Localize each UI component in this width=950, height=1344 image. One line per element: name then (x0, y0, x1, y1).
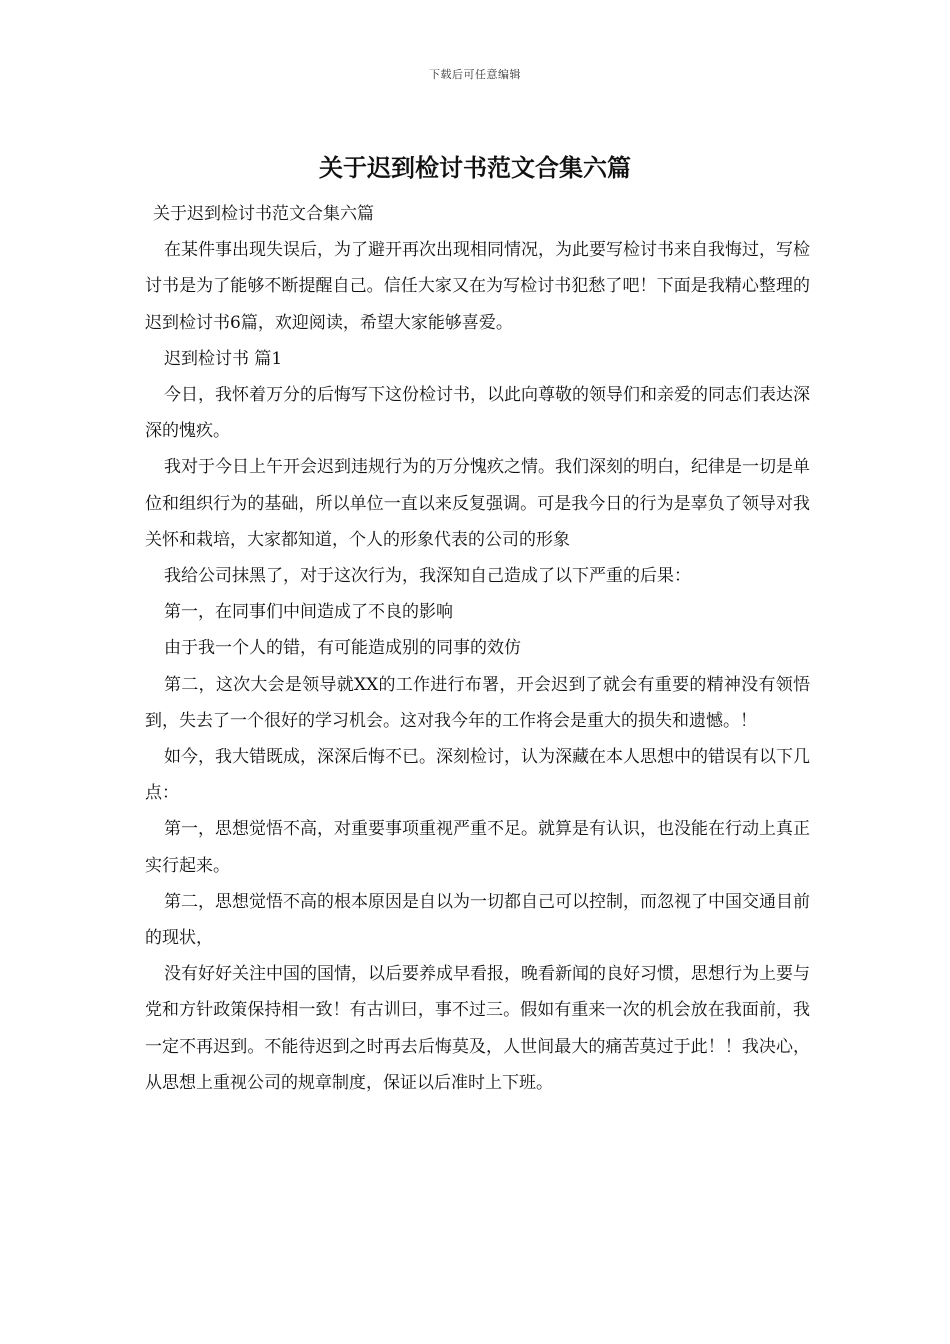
paragraph: 今日，我怀着万分的后悔写下这份检讨书，以此向尊敬的领导们和亲爱的同志们表达深深的愧疚。 (145, 385, 810, 442)
section-heading: 迟到检讨书 篇1 (164, 348, 283, 369)
paragraph: 没有好好关注中国的国情，以后要养成早看报，晚看新闻的良好习惯，思想行为上要与党和方针政策保持相一致！有古训曰，事不过三。假如有重来一次的机会放在我面前，我一定不再迟到。不能待迟到之时再去后悔莫及，人世间最大的痛苦莫过于此！！我决心，从思想上重视公司的规章制度，保证以后准时上下班。 (145, 964, 810, 1093)
document-title: 关于迟到检讨书范文合集六篇 (319, 153, 631, 182)
paragraph: 关于迟到检讨书范文合集六篇 (153, 204, 374, 224)
header-note: 下载后可任意编辑 (429, 68, 521, 81)
paragraph: 在某件事出现失误后，为了避开再次出现相同情况，为此要写检讨书来自我悔过，写检讨书是为了能够不断提醒自己。信任大家又在为写检讨书犯愁了吧！下面是我精心整理的迟到检讨书6篇，欢迎阅读，希望大家能够喜爱。 (145, 240, 810, 333)
paragraph: 第二，这次大会是领导就XX的工作进行布署，开会迟到了就会有重要的精神没有领悟到，失去了一个很好的学习机会。这对我今年的工作将会是重大的损失和遗憾。！ (145, 674, 810, 731)
paragraph: 第一，思想觉悟不高，对重要事项重视严重不足。就算是有认识，也没能在行动上真正实行起来。 (145, 819, 810, 876)
paragraph: 第一，在同事们中间造成了不良的影响 (164, 602, 453, 623)
paragraph: 我对于今日上午开会迟到违规行为的万分愧疚之情。我们深刻的明白，纪律是一切是单位和组织行为的基础，所以单位一直以来反复强调。可是我今日的行为是辜负了领导对我关怀和栽培，大家都知道，个人的形象代表的公司的形象 (145, 457, 810, 550)
document-body (145, 196, 810, 1101)
paragraph: 如今，我大错既成，深深后悔不已。深刻检讨，认为深藏在本人思想中的错误有以下几点： (145, 747, 810, 804)
paragraph: 我给公司抹黑了，对于这次行为，我深知自己造成了以下严重的后果： (164, 566, 691, 587)
paragraph: 第二，思想觉悟不高的根本原因是自以为一切都自己可以控制，而忽视了中国交通目前的现状， (145, 891, 810, 949)
paragraph: 由于我一个人的错，有可能造成别的同事的效仿 (164, 638, 521, 659)
